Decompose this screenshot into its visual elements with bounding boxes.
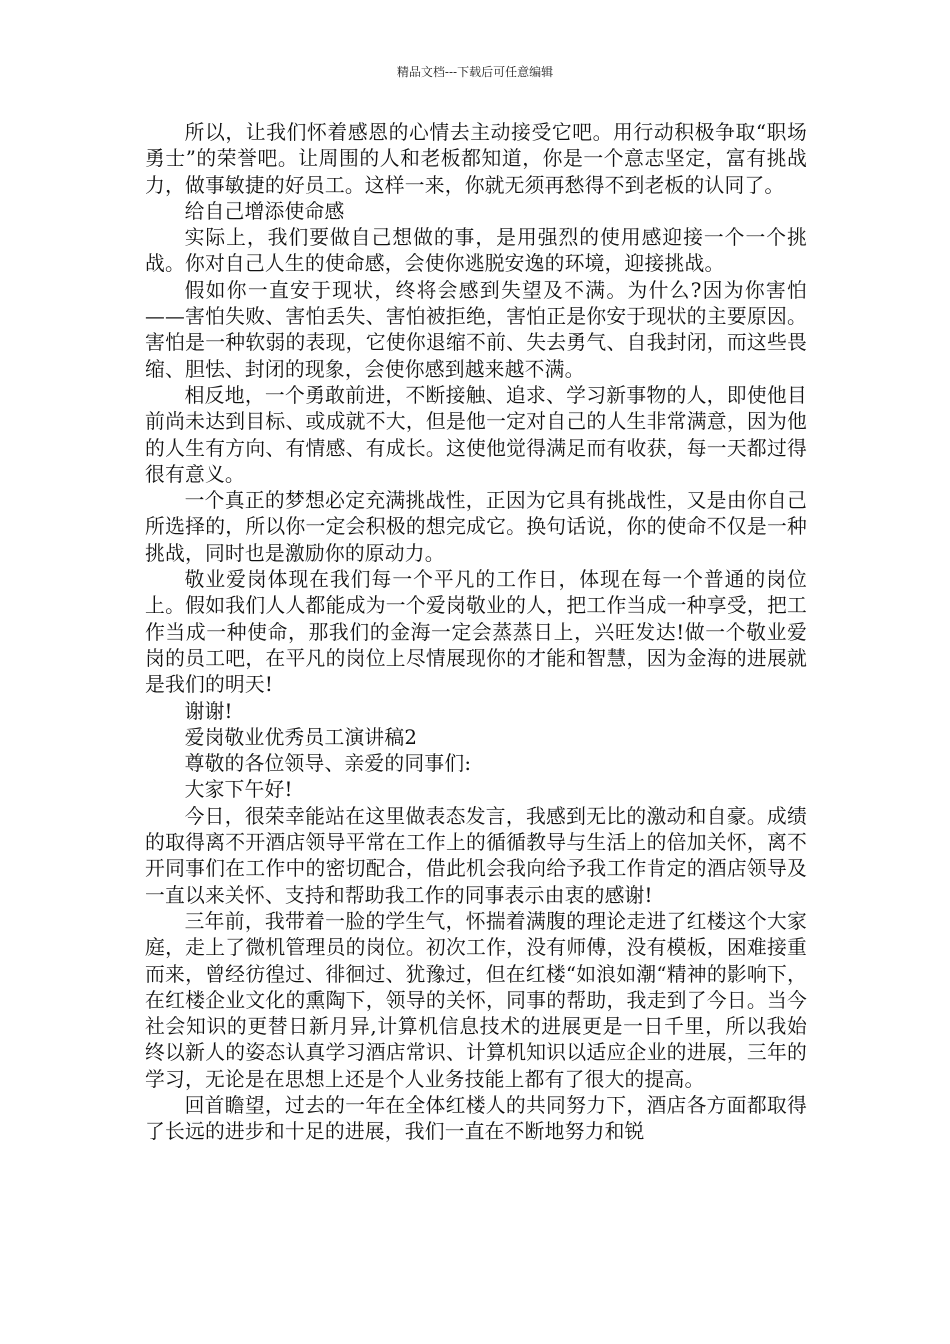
paragraph: 实际上，我们要做自己想做的事，是用强烈的使用感迎接一个一个挑战。你对自己人生的使命感，会使你逃脱安逸的环境，迎接挑战。 bbox=[145, 226, 807, 276]
greeting: 大家下午好! bbox=[184, 778, 293, 802]
paragraph: 敬业爱岗体现在我们每一个平凡的工作日，体现在每一个普通的岗位上。假如我们人人都能成为一个爱岗敬业的人，把工作当成一种享受，把工作当成一种使命，那我们的金海一定会蒸蒸日上，兴旺发达!做一个敬业爱岗的员工吧，在平凡的岗位上尽情展现你的才能和智慧，因为金海的进展就是我们的明天! bbox=[145, 568, 807, 697]
paragraph: 今日，很荣幸能站在这里做表态发言，我感到无比的激动和自豪。成绩的取得离不开酒店领导平常在工作上的循循教导与生活上的倍加关怀，离不开同事们在工作中的密切配合，借此机会我向给予我工作肯定的酒店领导及一直以来关怀、支持和帮助我工作的同事表示由衷的感谢! bbox=[145, 804, 807, 907]
paragraph: 所以，让我们怀着感恩的心情去主动接受它吧。用行动积极争取“职场勇士”的荣誉吧。让周围的人和老板都知道，你是一个意志坚定，富有挑战力，做事敏捷的好员工。这样一来，你就无须再愁得不到老板的认同了。 bbox=[145, 121, 807, 197]
salutation: 尊敬的各位领导、亲爱的同事们: bbox=[184, 752, 472, 776]
section-heading: 给自己增添使命感 bbox=[184, 199, 345, 223]
paragraph: 回首瞻望，过去的一年在全体红楼人的共同努力下，酒店各方面都取得了长远的进步和十足的进展，我们一直在不断地努力和锐 bbox=[145, 1093, 807, 1144]
paragraph: 相反地，一个勇敢前进，不断接触、追求、学习新事物的人，即使他目前尚未达到目标、或成就不大，但是他一定对自己的人生非常满意，因为他的人生有方向、有情感、有成长。这使他觉得满足而有收获，每一天都过得很有意义。 bbox=[145, 383, 807, 486]
paragraph: 三年前，我带着一脸的学生气，怀揣着满腹的理论走进了红楼这个大家庭，走上了微机管理员的岗位。初次工作，没有师傅，没有模板，困难接重而来，曾经彷徨过、徘徊过、犹豫过，但在红楼“如浪如潮“精神的影响下，在红楼企业文化的熏陶下，领导的关怀，同事的帮助，我走到了今日。当今社会知识的更替日新月异,计算机信息技术的进展更是一日千里，所以我始终以新人的姿态认真学习酒店常识、计算机知识以适应企业的进展，三年的学习，无论是在思想上还是个人业务技能上都有了很大的提高。 bbox=[145, 909, 807, 1091]
paragraph: 假如你一直安于现状，终将会感到失望及不满。为什么?因为你害怕——害怕失败、害怕丢失、害怕被拒绝，害怕正是你安于现状的主要原因。害怕是一种软弱的表现，它使你退缩不前、失去勇气、自我封闭，而这些畏缩、胆怯、封闭的现象，会使你感到越来越不满。 bbox=[145, 278, 807, 381]
page-header: 精品文档---下载后可任意编辑 bbox=[396, 65, 554, 79]
document-body bbox=[145, 120, 807, 1146]
closing-line: 谢谢! bbox=[184, 699, 233, 723]
paragraph: 一个真正的梦想必定充满挑战性，正因为它具有挑战性，又是由你自己所选择的，所以你一定会积极的想完成它。换句话说，你的使命不仅是一种挑战，同时也是激励你的原动力。 bbox=[145, 489, 807, 565]
speech-title: 爱岗敬业优秀员工演讲稿2 bbox=[184, 725, 418, 749]
